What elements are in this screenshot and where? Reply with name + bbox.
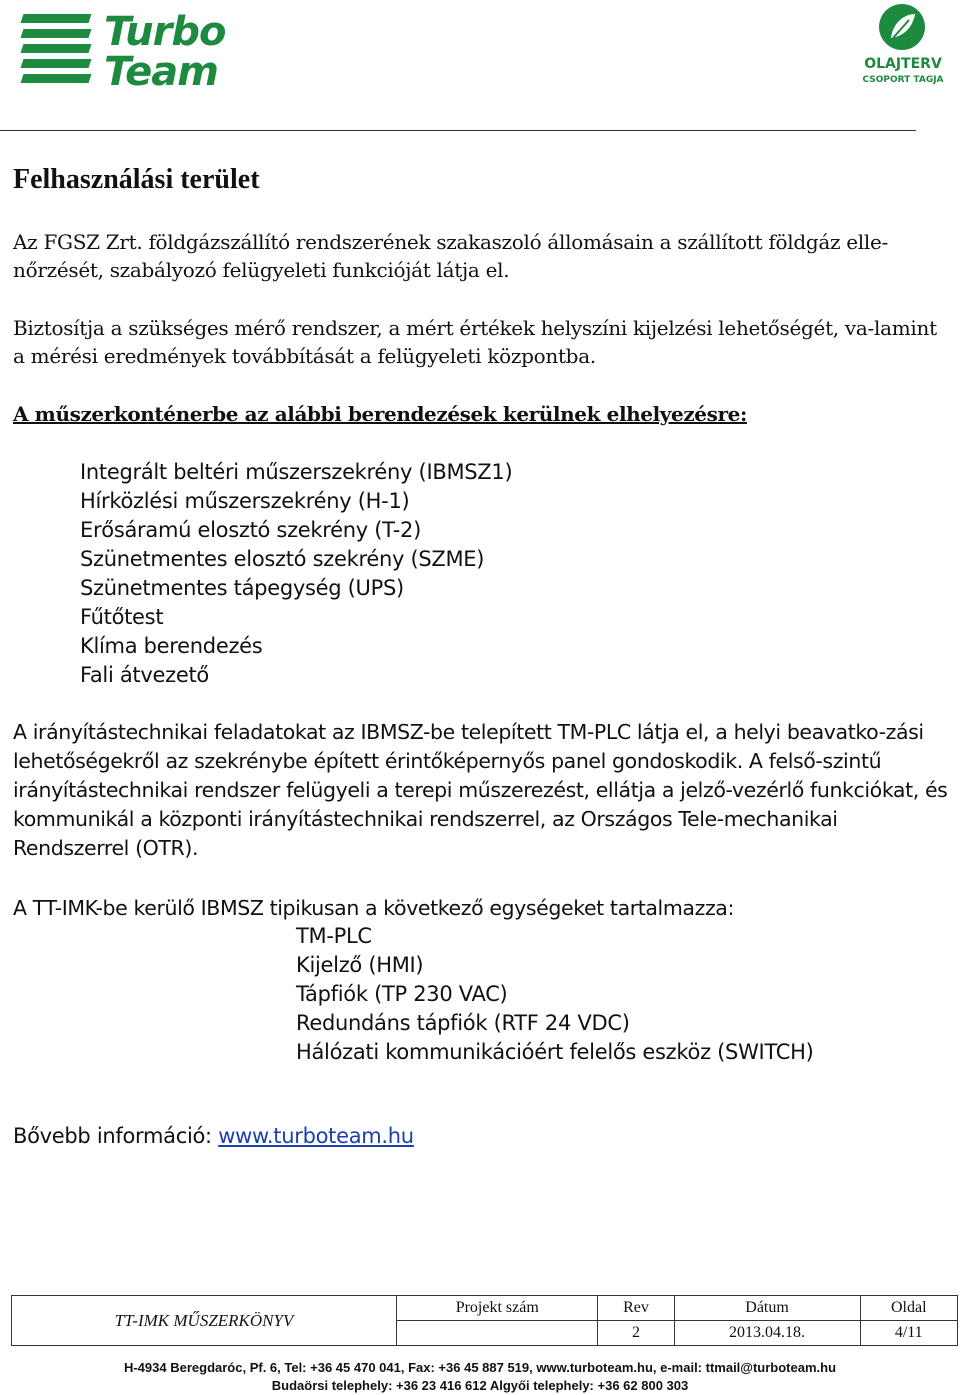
list-item: Hírközlési műszerszekrény (H-1) xyxy=(80,489,410,513)
rev-value: 2 xyxy=(598,1321,674,1346)
project-number-value xyxy=(397,1321,598,1346)
units-list xyxy=(296,922,814,1067)
document-title: TT-IMK MŰSZERKÖNYV xyxy=(12,1296,397,1346)
equipment-heading: A műszerkonténerbe az alábbi berendezések kerülnek elhelyezésre: xyxy=(13,402,747,426)
page-title: Felhasználási terület xyxy=(13,164,260,195)
list-item: Szünetmentes tápegység (UPS) xyxy=(80,576,404,600)
equipment-list xyxy=(80,458,512,690)
list-item: Kijelző (HMI) xyxy=(296,953,424,977)
list-item: Redundáns tápfiók (RTF 24 VDC) xyxy=(296,1011,630,1035)
function-paragraph: Biztosítja a szükséges mérő rendszer, a mért értékek helyszíni kijelzési lehetőségét, va-lamint a mérési eredmények továbbítását a felügyeleti központba. xyxy=(13,316,937,368)
logo-word-turbo: Turbo xyxy=(104,9,226,55)
header-divider xyxy=(0,130,916,131)
intro-paragraph: Az FGSZ Zrt. földgázszállító rendszerének szakaszoló állomásain a szállított földgáz elle-nőrzését, szabályozó felügyeleti funkcióját látja el. xyxy=(13,230,888,282)
date-value: 2013.04.18. xyxy=(674,1321,860,1346)
header-project-number: Projekt szám xyxy=(397,1296,598,1321)
logo-bars-icon xyxy=(22,14,92,86)
olajterv-leaf-icon xyxy=(879,4,925,50)
list-item: Fali átvezető xyxy=(80,663,209,687)
logo-word-team: Team xyxy=(104,49,218,95)
list-item: Hálózati kommunikációért felelős eszköz (SWITCH) xyxy=(296,1040,814,1064)
list-item: Klíma berendezés xyxy=(80,634,263,658)
units-heading: A TT-IMK-be kerülő IBMSZ tipikusan a következő egységeket tartalmazza: xyxy=(13,896,734,920)
control-paragraph: A irányítástechnikai feladatokat az IBMSZ-be telepített TM-PLC látja el, a helyi beavatko-zási lehetőségekről az szekrénybe épített érintőképernyős panel gondoskodik. A felső-szintű irányítástechnikai rendszer felügyeli a terepi műszerezést, ellátja a jelző-vezérlő funkciókat, és kommunikál a központi irányítástechnikai rendszerrel, az Országos Tele-mechanikai Rendszerrel (OTR). xyxy=(13,720,948,860)
more-info-label: Bővebb információ: xyxy=(13,1124,212,1148)
olajterv-logo xyxy=(858,4,948,86)
header-date: Dátum xyxy=(674,1296,860,1321)
olajterv-name: OLAJTERV xyxy=(864,56,942,72)
list-item: Erősáramú elosztó szekrény (T-2) xyxy=(80,518,422,542)
more-info xyxy=(13,1124,414,1148)
list-item: Fűtőtest xyxy=(80,605,164,629)
page-value: 4/11 xyxy=(860,1321,957,1346)
list-item: Tápfiók (TP 230 VAC) xyxy=(296,982,508,1006)
header-rev: Rev xyxy=(598,1296,674,1321)
website-link[interactable]: www.turboteam.hu xyxy=(218,1124,414,1148)
turbo-team-logo xyxy=(22,8,322,95)
olajterv-tag: CSOPORT TAGJA xyxy=(862,75,944,85)
header-page: Oldal xyxy=(860,1296,957,1321)
list-item: Szünetmentes elosztó szekrény (SZME) xyxy=(80,547,485,571)
list-item: Integrált beltéri műszerszekrény (IBMSZ1) xyxy=(80,460,513,484)
list-item: TM-PLC xyxy=(296,924,372,948)
footer-table xyxy=(11,1295,958,1346)
footer-address-line-1: H-4934 Beregdaróc, Pf. 6, Tel: +36 45 470 041, Fax: +36 45 887 519, www.turboteam.hu, e-mail: ttmail@turboteam.hu xyxy=(123,1360,837,1375)
footer-address-line-2: Budaörsi telephely: +36 23 416 612 Algyői telephely: +36 62 800 303 xyxy=(271,1378,689,1393)
